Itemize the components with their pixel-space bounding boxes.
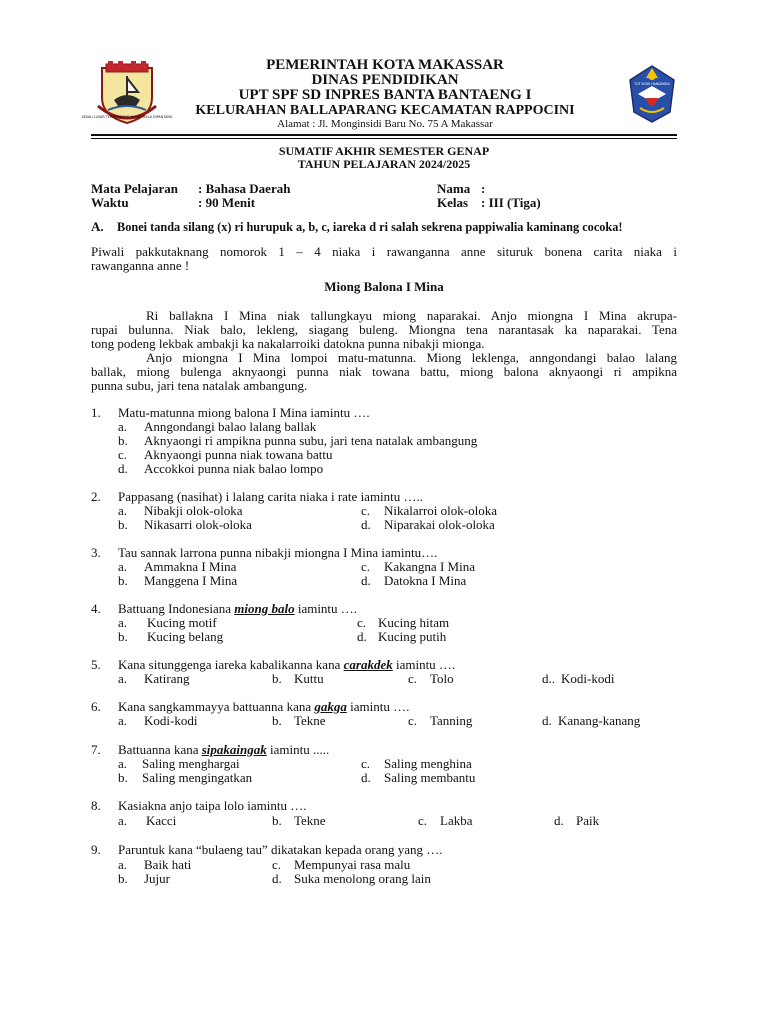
option-letter: b.	[272, 813, 282, 828]
question-number: 8.	[91, 798, 101, 813]
option-letter: c.	[118, 447, 128, 462]
section-instruction: Bonei tanda silang (x) ri hurupuk a, b, c, iareka d ri salah sekrena pappiwalia kaminang cocoka!	[117, 220, 623, 234]
question-text: Tau sannak larrona punna nibakji miongna I Mina iamintu….	[118, 545, 438, 560]
option-letter: a.	[118, 615, 128, 630]
section-intro-line1: Piwali pakkutaknang nomorok 1 – 4 niaka i rawanganna anne situruk bonena carita niaka i	[91, 244, 677, 259]
option-text[interactable]: Tekne	[294, 713, 326, 728]
option-text[interactable]: Paik	[576, 813, 600, 828]
option-letter: d..	[542, 671, 555, 686]
question-text-pre: Kana sangkammayya battuanna kana	[118, 699, 315, 714]
option-text[interactable]: Kucing belang	[147, 629, 224, 644]
option-text[interactable]: Kucing motif	[147, 615, 217, 630]
question-keyword: sipakaingak	[201, 742, 267, 757]
option-letter: b.	[118, 573, 128, 588]
option-letter: a.	[118, 857, 128, 872]
option-text[interactable]: Kodi-kodi	[144, 713, 198, 728]
option-letter: c.	[272, 857, 282, 872]
option-text[interactable]: Manggena I Mina	[144, 573, 238, 588]
option-text[interactable]: Nikalarroi olok-oloka	[384, 503, 497, 518]
question-keyword: carakdek	[343, 657, 393, 672]
option-letter: b.	[272, 713, 282, 728]
option-text[interactable]: Lakba	[440, 813, 473, 828]
option-text[interactable]: Aknyaongi punna niak towana battu	[144, 447, 333, 462]
question-text-post: iamintu ….	[346, 699, 410, 714]
option-letter: c.	[361, 503, 371, 518]
subject-value: : Bahasa Daerah	[198, 181, 291, 196]
option-text[interactable]: Saling membantu	[384, 770, 476, 785]
story-p2-line1: Anjo miongna I Mina lompoi matu-matunna. Miong leklenga, anngondangi balao lalang	[146, 350, 677, 365]
option-text[interactable]: Tanning	[430, 713, 473, 728]
header-address: Alamat : Jl. Monginsidi Baru No. 75 A Makassar	[277, 118, 493, 130]
question-text: Paruntuk kana “bulaeng tau” dikatakan kepada orang yang ….	[118, 842, 443, 857]
option-letter: d.	[361, 573, 371, 588]
section-intro-line2: rawanganna anne !	[91, 258, 190, 273]
option-text[interactable]: Accokkoi punna niak balao lompo	[144, 461, 324, 476]
option-letter: a.	[118, 419, 128, 434]
question-text-post: iamintu ….	[294, 601, 358, 616]
option-letter: b.	[118, 770, 128, 785]
question-text-pre: Battuanna kana	[118, 742, 202, 757]
option-letter: d.	[361, 770, 371, 785]
name-label: Nama	[437, 181, 471, 196]
option-text[interactable]: Mempunyai rasa malu	[294, 857, 411, 872]
question-text: Pappasang (nasihat) i lalang carita niaka i rate iamintu …..	[118, 489, 424, 504]
option-text[interactable]: Anngondangi balao lalang ballak	[144, 419, 317, 434]
option-letter: d.	[542, 713, 552, 728]
question-text-post: iamintu .....	[266, 742, 330, 757]
option-letter: a.	[118, 671, 128, 686]
exam-title: SUMATIF AKHIR SEMESTER GENAP	[278, 144, 490, 158]
question-text	[118, 743, 329, 757]
option-text[interactable]: Nibakji olok-oloka	[144, 503, 243, 518]
option-letter: c.	[408, 671, 418, 686]
section-letter: A.	[91, 219, 104, 234]
subject-label: Mata Pelajaran	[91, 181, 179, 196]
option-letter: a.	[118, 713, 128, 728]
question-number: 3.	[91, 545, 101, 560]
option-text[interactable]: Ammakna I Mina	[144, 559, 237, 574]
story-title: Miong Balona I Mina	[324, 279, 444, 294]
right-logo-motto: TUT WURI HANDAYANI	[634, 82, 670, 86]
option-letter: d.	[554, 813, 564, 828]
question-number: 2.	[91, 489, 101, 504]
question-text-pre: Battuang Indonesiana	[118, 601, 235, 616]
option-text[interactable]: Kuttu	[294, 671, 324, 686]
story-p1-line1: Ri ballakna I Mina niak tallungkayu miong naparakai. Anjo miongna I Mina akrupa-	[146, 308, 677, 323]
option-text[interactable]: Baik hati	[144, 857, 192, 872]
option-letter: b.	[118, 629, 128, 644]
option-text[interactable]: Datokna I Mina	[384, 573, 467, 588]
question-number: 4.	[91, 601, 101, 616]
exam-year: TAHUN PELAJARAN 2024/2025	[297, 157, 471, 171]
option-text[interactable]: Nikasarri olok-oloka	[144, 517, 252, 532]
question-text: Kasiakna anjo taipa lolo iamintu ….	[118, 798, 307, 813]
question-text	[118, 700, 409, 714]
header-government: PEMERINTAH KOTA MAKASSAR	[266, 57, 504, 73]
option-text[interactable]: Kucing putih	[378, 629, 447, 644]
option-letter: a.	[118, 813, 128, 828]
header-department: DINAS PENDIDIKAN	[311, 72, 459, 88]
tut-wuri-handayani-logo	[626, 64, 678, 124]
question-text	[118, 658, 455, 672]
option-text[interactable]: Tolo	[430, 671, 454, 686]
question-number: 6.	[91, 699, 101, 714]
option-letter: b.	[118, 433, 128, 448]
option-text[interactable]: Jujur	[144, 871, 170, 886]
option-letter: c.	[361, 756, 371, 771]
header-school: UPT SPF SD INPRES BANTA BANTAENG I	[238, 87, 532, 103]
name-value: :	[481, 181, 486, 196]
left-logo-motto: SEKALI LAYAR TERKEMBANG SURUT BELA DIPANTANG	[81, 115, 173, 119]
time-value: : 90 Menit	[198, 195, 256, 210]
option-letter: d.	[118, 461, 128, 476]
option-letter: a.	[118, 559, 128, 574]
header-district: KELURAHAN BALLAPARANG KECAMATAN RAPPOCINI	[195, 103, 575, 118]
option-text[interactable]: Saling menghargai	[142, 756, 240, 771]
option-letter: b.	[272, 671, 282, 686]
option-letter: c.	[418, 813, 428, 828]
question-keyword: miong balo	[234, 601, 295, 616]
option-text[interactable]: Saling menghina	[384, 756, 472, 771]
header-rule-thin	[91, 138, 677, 139]
option-letter: b.	[118, 871, 128, 886]
option-text[interactable]: Saling mengingatkan	[142, 770, 253, 785]
option-letter: c.	[357, 615, 367, 630]
option-text[interactable]: Suka menolong orang lain	[294, 871, 431, 886]
question-text: Matu-matunna miong balona I Mina iamintu ….	[118, 405, 370, 420]
question-text-post: iamintu ….	[392, 657, 456, 672]
option-text[interactable]: Tekne	[294, 813, 326, 828]
class-value: : III (Tiga)	[481, 195, 541, 210]
class-label: Kelas	[437, 195, 469, 210]
option-text[interactable]: Kanang-kanang	[558, 713, 641, 728]
option-letter: d.	[272, 871, 282, 886]
option-text[interactable]: Kodi-kodi	[561, 671, 615, 686]
header-rule-thick	[91, 134, 677, 136]
option-text[interactable]: Niparakai olok-oloka	[384, 517, 495, 532]
makassar-city-logo	[81, 60, 173, 126]
option-text[interactable]: Kacci	[146, 813, 177, 828]
option-letter: a.	[118, 756, 128, 771]
option-letter: c.	[408, 713, 418, 728]
option-text[interactable]: Aknyaongi ri ampikna punna subu, jari tena natalak ambangung	[144, 433, 478, 448]
option-text[interactable]: Kakangna I Mina	[384, 559, 475, 574]
story-p2-line2: ballak, miong bulenga aknyaongi punna niak towana battu, miong balona aknyaongi ri ampikna	[91, 364, 677, 379]
time-label: Waktu	[91, 195, 129, 210]
option-text[interactable]: Kucing hitam	[378, 615, 450, 630]
question-number: 9.	[91, 842, 101, 857]
question-number: 7.	[91, 742, 101, 757]
story-p2-line3: punna subu, jari tena natalak ambangung.	[91, 378, 308, 393]
option-letter: c.	[361, 559, 371, 574]
option-letter: d.	[361, 517, 371, 532]
question-number: 1.	[91, 405, 101, 420]
question-text-pre: Kana situnggenga iareka kabalikanna kana	[118, 657, 344, 672]
option-letter: d.	[357, 629, 367, 644]
question-number: 5.	[91, 657, 101, 672]
option-letter: b.	[118, 517, 128, 532]
story-p1-line3: tong podeng lekbak ambakji ka nakalarroiki datokna punna nibakji mionga.	[91, 336, 485, 351]
question-keyword: gakga	[314, 699, 347, 714]
question-text	[118, 602, 357, 616]
option-letter: a.	[118, 503, 128, 518]
option-text[interactable]: Katirang	[144, 671, 190, 686]
story-p1-line2: rupai bulunna. Niak balo, lekleng, siagang buleng. Miongna tena narantasak ka naparakai. Tena	[91, 322, 677, 337]
